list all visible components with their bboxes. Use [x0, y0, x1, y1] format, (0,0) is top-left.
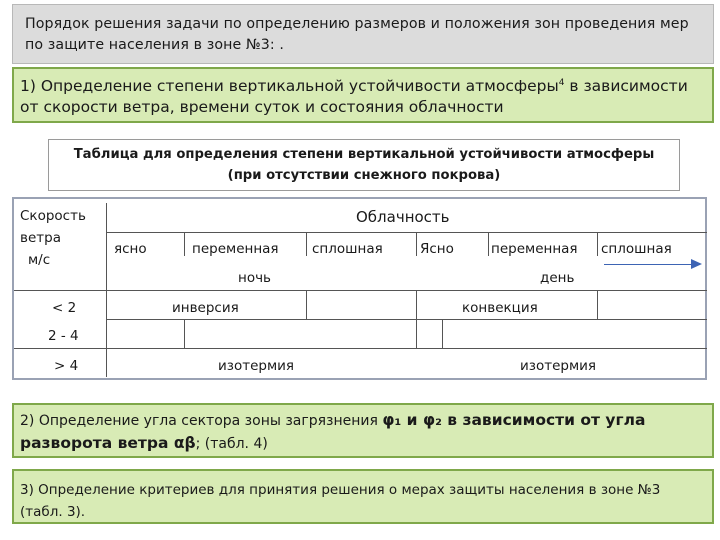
- arrow-line: [604, 264, 692, 265]
- page-title: Порядок решения задачи по определению размеров и положения зон проведения мер по защите населения в зоне №3: .: [25, 16, 689, 53]
- step3-text: 3) Определение критериев для принятия решения о мерах защиты населения в зоне №3 (табл. 3).: [20, 482, 661, 520]
- step2-phi: φ₁ и φ₂: [382, 411, 448, 429]
- convection-label: конвекция: [462, 300, 538, 316]
- col-divider-5: [597, 232, 598, 256]
- row-divider-2: [106, 319, 707, 320]
- step2-box: [12, 403, 714, 458]
- night-col-overcast: сплошная: [312, 241, 383, 257]
- row2-divider-c: [442, 319, 443, 348]
- col-divider-1: [184, 232, 185, 256]
- page-title-box: [12, 4, 714, 64]
- row2-divider-b: [416, 319, 417, 348]
- row1-divider-b: [416, 290, 417, 319]
- header-divider: [106, 232, 707, 233]
- cloudiness-header: Облачность: [356, 208, 450, 226]
- inversion-label: инверсия: [172, 300, 239, 316]
- step2-text-d: ; (табл. 4): [195, 436, 268, 452]
- step2-text-a: 2) Определение угла сектора зоны загрязнения: [20, 413, 383, 429]
- row1-divider-c: [597, 290, 598, 319]
- night-col-clear: ясно: [114, 241, 147, 257]
- wind-row-gt4: > 4: [54, 358, 79, 374]
- wind-row-lt2: < 2: [52, 300, 77, 316]
- row-divider-3: [14, 348, 707, 349]
- wind-header-line3: м/с: [28, 252, 51, 268]
- step1-text: 1) Определение степени вертикальной устойчивости атмосферы: [20, 77, 559, 95]
- day-col-overcast: сплошная: [601, 241, 672, 257]
- table-caption-line1: Таблица для определения степени вертикальной устойчивости атмосферы: [73, 147, 655, 162]
- col-divider-2: [306, 232, 307, 256]
- wind-header-line2: ветра: [20, 230, 61, 246]
- step1-footnote: 4: [558, 78, 565, 88]
- step3-box: [12, 469, 714, 524]
- step2-text-c: разворота ветра: [20, 434, 174, 452]
- isotherm-night-label: изотермия: [218, 358, 295, 374]
- row-divider-1: [14, 290, 707, 291]
- step2-alpha: αβ: [173, 434, 196, 452]
- night-label: ночь: [238, 270, 272, 286]
- table-caption-line2: (при отсутствии снежного покрова): [227, 168, 501, 183]
- isotherm-day-label: изотермия: [520, 358, 597, 374]
- night-col-variable: переменная: [192, 241, 279, 257]
- step2-text-b: в зависимости от угла: [447, 411, 646, 429]
- step1-text-cont: в зависимости от скорости ветра, времени суток и состояния облачности: [20, 77, 688, 116]
- stability-table: [12, 197, 707, 380]
- wind-header-line1: Скорость: [20, 208, 86, 224]
- col-divider-3: [416, 232, 417, 256]
- day-label: день: [540, 270, 575, 286]
- wind-row-2-4: 2 - 4: [48, 328, 79, 344]
- day-col-clear: Ясно: [420, 241, 454, 257]
- col-divider-4: [488, 232, 489, 256]
- day-col-variable: переменная: [491, 241, 578, 257]
- step1-box: [12, 67, 714, 123]
- row1-divider-a: [306, 290, 307, 319]
- row2-divider-a: [184, 319, 185, 348]
- table-caption: [48, 139, 680, 191]
- arrow-right-icon: [691, 259, 702, 269]
